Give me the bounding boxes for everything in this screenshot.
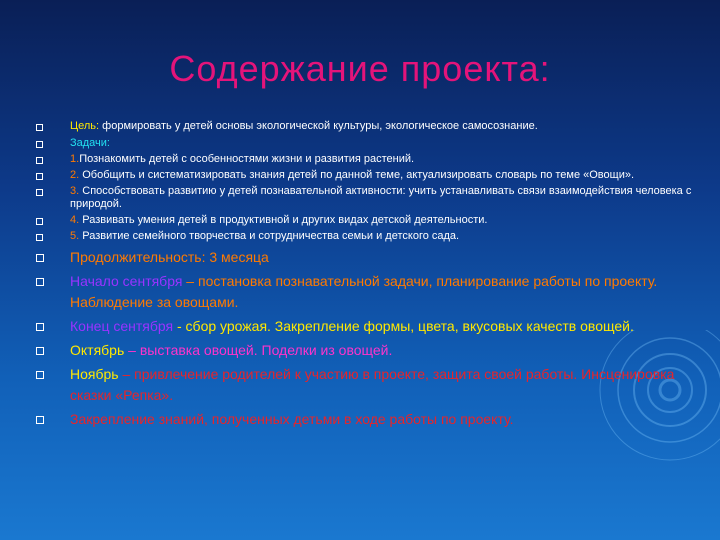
square-bullet-icon bbox=[36, 157, 43, 164]
stage-text: - сбор урожая. Закрепление формы, цвета, вкусовых качеств овощей. bbox=[173, 318, 634, 334]
square-bullet-icon bbox=[36, 218, 43, 225]
stage-label: Ноябрь bbox=[70, 366, 119, 382]
task-text: Развивать умения детей в продуктивной и других видах детской деятельности. bbox=[79, 214, 488, 226]
slide-title: Содержание проекта: bbox=[169, 48, 551, 89]
task-number: 4. bbox=[70, 214, 80, 226]
stage-text: – привлечение родителей к участию в проекте, защита своей работы. Инсценировка сказки «Репка». bbox=[70, 366, 675, 403]
task-number: 5. bbox=[70, 230, 80, 242]
stage-label: Конец сентября bbox=[70, 318, 174, 334]
list-item bbox=[36, 230, 696, 243]
square-bullet-icon bbox=[36, 234, 43, 241]
square-bullet-icon bbox=[36, 173, 43, 180]
list-item bbox=[36, 169, 696, 182]
square-bullet-icon bbox=[36, 254, 44, 262]
list-item bbox=[36, 247, 696, 268]
list-item bbox=[36, 137, 696, 150]
square-bullet-icon bbox=[36, 347, 44, 355]
square-bullet-icon bbox=[36, 323, 44, 331]
goal-text: формировать у детей основы экологической культуры, экологическое самосознание. bbox=[99, 120, 538, 132]
list-item bbox=[36, 153, 696, 166]
square-bullet-icon bbox=[36, 278, 44, 286]
task-text: Способствовать развитию у детей познавательной активности: учить устанавливать связи взаимодействия человека с природой. bbox=[70, 185, 692, 210]
square-bullet-icon bbox=[36, 189, 43, 196]
task-number: 3. bbox=[70, 185, 80, 197]
stage-text: – постановка познавательной задачи, планирование работы по проекту. Наблюдение за овощами. bbox=[70, 273, 658, 310]
task-text: Обобщить и систематизировать знания детей по данной теме, актуализировать словарь по теме «Овощи». bbox=[79, 169, 635, 181]
square-bullet-icon bbox=[36, 371, 44, 379]
list-item bbox=[36, 340, 696, 361]
square-bullet-icon bbox=[36, 416, 44, 424]
list-item bbox=[36, 364, 696, 406]
list-item bbox=[36, 185, 696, 211]
list-item bbox=[36, 120, 696, 133]
task-number: 1. bbox=[70, 153, 80, 165]
list-item bbox=[36, 316, 696, 337]
list-item bbox=[36, 409, 696, 430]
task-text: Познакомить детей с особенностями жизни и развития растений. bbox=[79, 153, 415, 165]
task-number: 2. bbox=[70, 169, 80, 181]
list-item bbox=[36, 271, 696, 313]
stage-label: Начало сентября bbox=[70, 273, 183, 289]
stage-label: Октябрь bbox=[70, 342, 125, 358]
duration-text: Продолжительность: 3 месяца bbox=[70, 249, 269, 265]
stage-text: – выставка овощей. Поделки из овощей. bbox=[124, 342, 393, 358]
square-bullet-icon bbox=[36, 124, 43, 131]
task-text: Развитие семейного творчества и сотрудничества семьи и детского сада. bbox=[79, 230, 460, 242]
square-bullet-icon bbox=[36, 141, 43, 148]
list-item bbox=[36, 214, 696, 227]
goal-label: Цель: bbox=[70, 120, 100, 132]
content-list bbox=[36, 120, 696, 430]
tasks-label: Задачи: bbox=[70, 137, 110, 149]
stage-text: Закрепление знаний, полученных детьми в ходе работы по проекту. bbox=[70, 411, 514, 427]
